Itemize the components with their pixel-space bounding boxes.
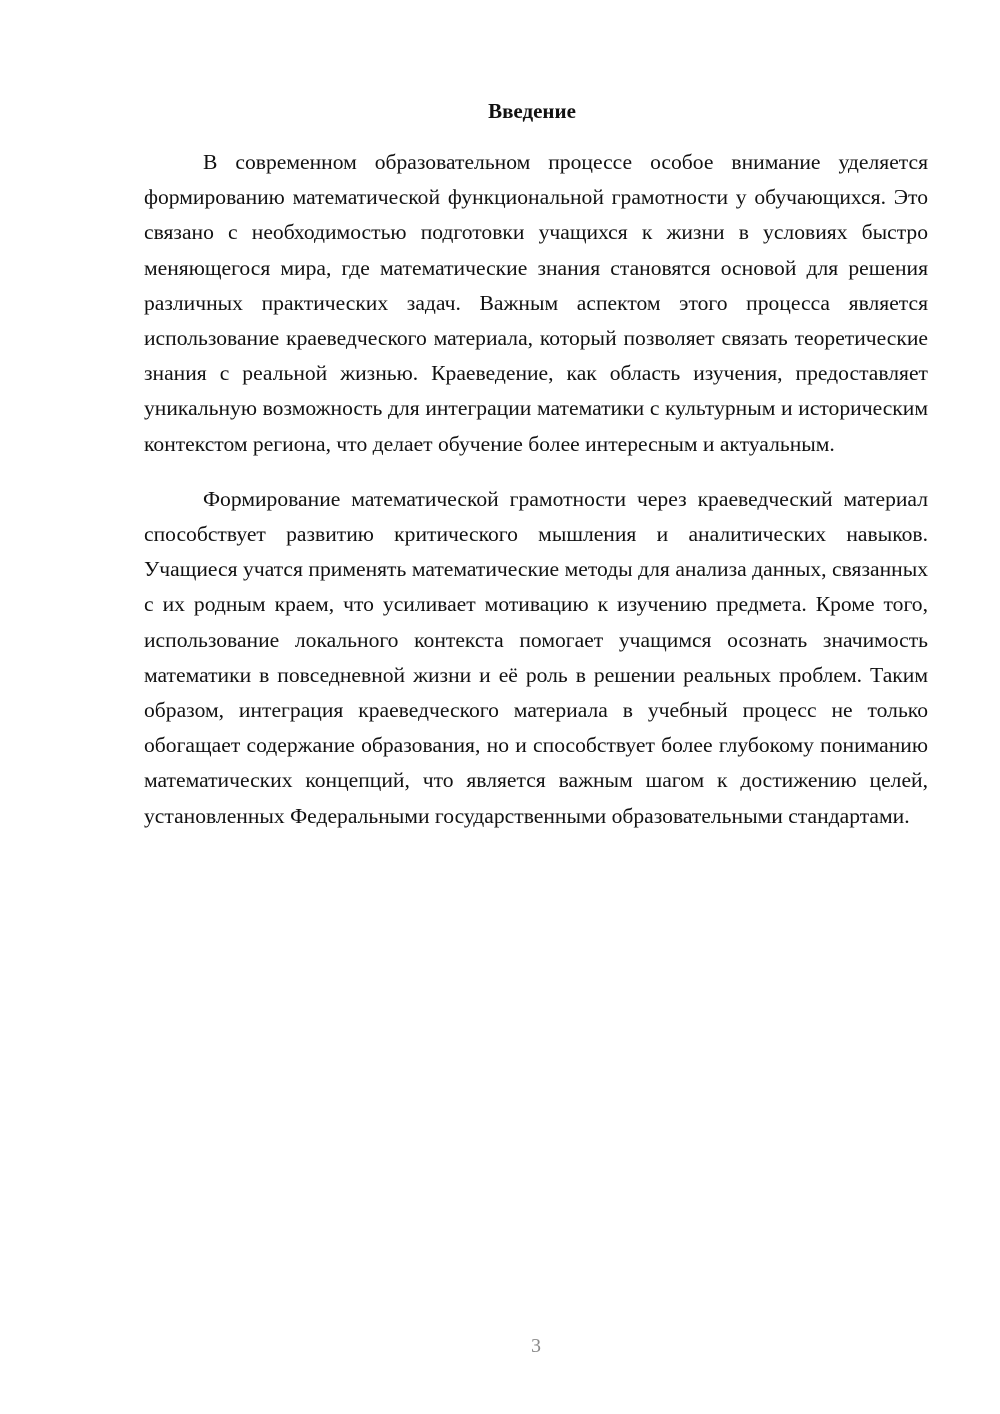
section-title: Введение bbox=[488, 99, 576, 123]
page-number: 3 bbox=[531, 1335, 541, 1357]
paragraph-introduction-2: Формирование математической грамотности через краеведческий материал способствует развитию критического мышления и аналитических навыков. Учащиеся учатся применять математические методы для анализа данных, связанных с их родным краем, что усиливает мотивацию к изучению предмета. Кроме того, использование локального контекста помогает учащимся осознать значимость математики в повседневной жизни и её роль в решении реальных проблем. Таким образом, интеграция краеведческого материала в учебный процесс не только обогащает содержание образования, но и способствует более глубокому пониманию математических концепций, что является важным шагом к достижению целей, установленных Федеральными государственными образовательными стандартами. bbox=[144, 486, 928, 828]
paragraph-introduction-1: В современном образовательном процессе особое внимание уделяется формированию математической функциональной грамотности у обучающихся. Это связано с необходимостью подготовки учащихся к жизни в условиях быстро меняющегося мира, где математические знания становятся основой для решения различных практических задач. Важным аспектом этого процесса является использование краеведческого материала, который позволяет связать теоретические знания с реальной жизнью. Краеведение, как область изучения, предоставляет уникальную возможность для интеграции математики с культурным и историческим контекстом региона, что делает обучение более интересным и актуальным. bbox=[144, 150, 928, 456]
document-body bbox=[144, 93, 928, 834]
